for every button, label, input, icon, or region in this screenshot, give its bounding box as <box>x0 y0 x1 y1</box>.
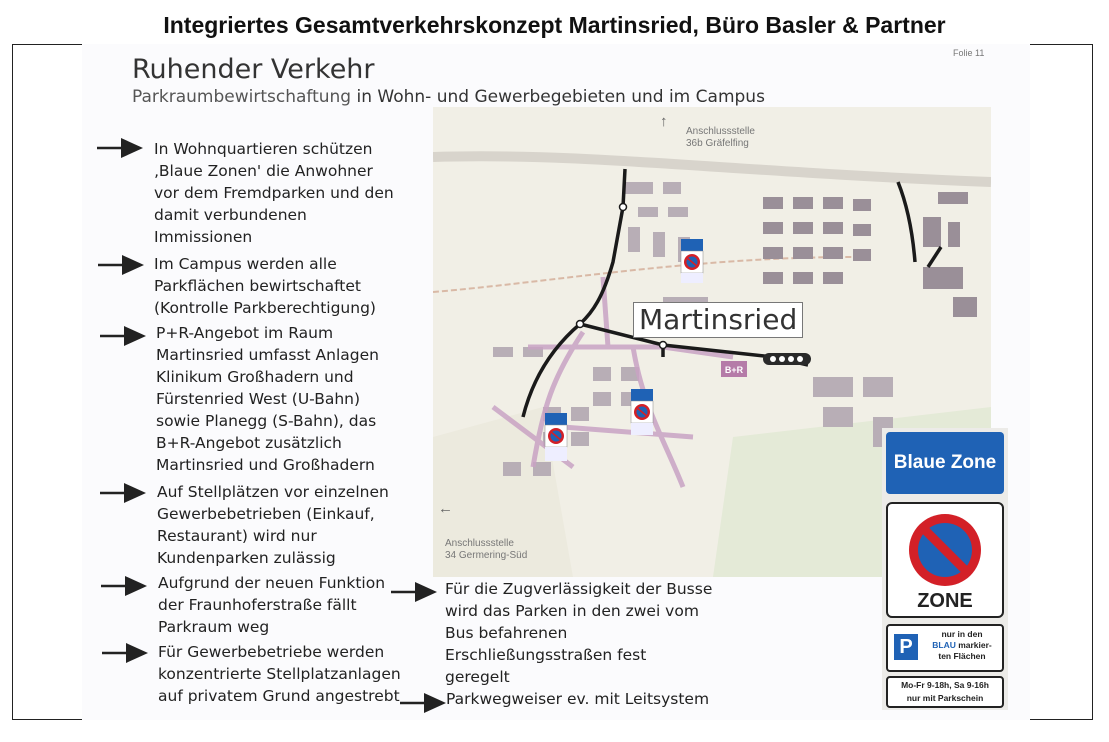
north-exit-label-2: 36b Gräfelfing <box>686 138 749 149</box>
bullet-line: In Wohnquartieren schützen <box>154 140 373 158</box>
bullet-line: Martinsried umfasst Anlagen <box>156 346 379 364</box>
hours-line: Mo-Fr 9-18h, Sa 9-16h <box>901 680 989 690</box>
bullet-line: Bus befahrenen <box>445 624 568 642</box>
bullet-line: konzentrierte Stellplatzanlagen <box>158 665 401 683</box>
bullet-line: Parkraum weg <box>158 618 270 636</box>
blaue-zone-sign: Blaue Zone <box>886 432 1004 494</box>
bullet-line: B+R-Angebot zusätzlich <box>156 434 342 452</box>
bullet-arrow-icon <box>400 692 446 714</box>
bullet-8 <box>446 688 709 710</box>
parking-info-line: nur in den <box>941 629 983 639</box>
bullet-arrow-icon <box>97 137 143 159</box>
no-parking-icon <box>888 506 1002 596</box>
bullet-4 <box>157 481 389 569</box>
north-arrow: ↑ <box>660 113 668 130</box>
bullet-line: Kundenparken zulässig <box>157 549 336 567</box>
bullet-line: (Kontrolle Parkberechtigung) <box>154 299 376 317</box>
parking-info-sign <box>886 624 1004 672</box>
subtitle-part-2: in Wohn- und Gewerbegebieten und im Campus <box>351 87 765 107</box>
bullet-line: P+R-Angebot im Raum <box>156 324 334 342</box>
slide-title: Ruhender Verkehr <box>132 54 375 85</box>
bullet-line: auf privatem Grund angestrebt <box>158 687 400 705</box>
south-exit-label-1: Anschlussstelle <box>445 538 514 549</box>
bullet-line: geregelt <box>445 668 510 686</box>
bullet-line: damit verbundenen <box>154 206 307 224</box>
parking-info-line: ten Flächen <box>938 651 986 661</box>
bullet-line: Gewerbebetrieben (Einkauf, <box>157 505 375 523</box>
bullet-5 <box>158 572 385 638</box>
bullet-line: wird das Parken in den zwei vom <box>445 602 699 620</box>
parking-info-rest: markier- <box>955 640 992 650</box>
bullet-arrow-icon <box>100 325 146 347</box>
bullet-line: Für die Zugverlässigkeit der Busse <box>445 580 713 598</box>
bullet-line: Aufgrund der neuen Funktion <box>158 574 386 592</box>
no-parking-zone-sign <box>886 502 1004 618</box>
bullet-line: vor dem Fremdparken und den <box>154 184 394 202</box>
bullet-line: Fürstenried West (U-Bahn) <box>156 390 361 408</box>
bullet-line: der Fraunhoferstraße fällt <box>158 596 357 614</box>
bullet-arrow-icon <box>101 575 147 597</box>
parking-info-line <box>922 640 1002 651</box>
bullet-6 <box>158 641 401 707</box>
bullet-line: Auf Stellplätzen vor einzelnen <box>157 483 389 501</box>
bullet-line: Erschließungsstraßen fest <box>445 646 647 664</box>
parking-icon: P <box>894 634 918 660</box>
map-place-label: Martinsried <box>633 302 803 338</box>
br-label: B+R <box>724 365 744 375</box>
west-arrow: ← <box>438 500 453 517</box>
bullet-line: Martinsried und Großhadern <box>156 456 375 474</box>
bullet-line: Parkflächen bewirtschaftet <box>154 277 361 295</box>
bullet-line: Im Campus werden alle <box>154 255 337 273</box>
bullet-1 <box>154 138 394 248</box>
bullet-arrow-icon <box>98 254 144 276</box>
page-title: Integriertes Gesamtverkehrskonzept Martinsried, Büro Basler & Partner <box>163 12 946 38</box>
bullet-line: Klinikum Großhadern und <box>156 368 354 386</box>
bullet-7 <box>445 578 712 688</box>
bullet-line: Parkwegweiser ev. mit Leitsystem <box>446 690 710 708</box>
north-exit-label-1: Anschlussstelle <box>686 126 755 137</box>
bullet-line: Restaurant) wird nur <box>157 527 317 545</box>
blau-word: BLAU <box>932 640 956 650</box>
bullet-arrow-icon <box>100 482 146 504</box>
bullet-line: ‚Blaue Zonen' die Anwohner <box>154 162 373 180</box>
bullet-line: sowie Planegg (S-Bahn), das <box>156 412 377 430</box>
bullet-3 <box>156 322 379 476</box>
slide-number: Folie 11 <box>953 48 985 58</box>
zone-label: ZONE <box>917 590 973 612</box>
south-exit-label-2: 34 Germering-Süd <box>445 550 528 561</box>
hours-line: nur mit Parkschein <box>906 693 984 703</box>
bullet-arrow-icon <box>102 642 148 664</box>
bullet-line: Immissionen <box>154 228 253 246</box>
parking-hours-sign <box>886 676 1004 708</box>
bullet-arrow-icon <box>391 581 437 603</box>
subtitle-part-1: Parkraumbewirtschaftung <box>132 87 352 107</box>
slide-subtitle <box>132 87 765 107</box>
parking-info-text <box>922 629 1002 662</box>
bullet-2 <box>154 253 376 319</box>
bullet-line: Für Gewerbebetriebe werden <box>158 643 385 661</box>
